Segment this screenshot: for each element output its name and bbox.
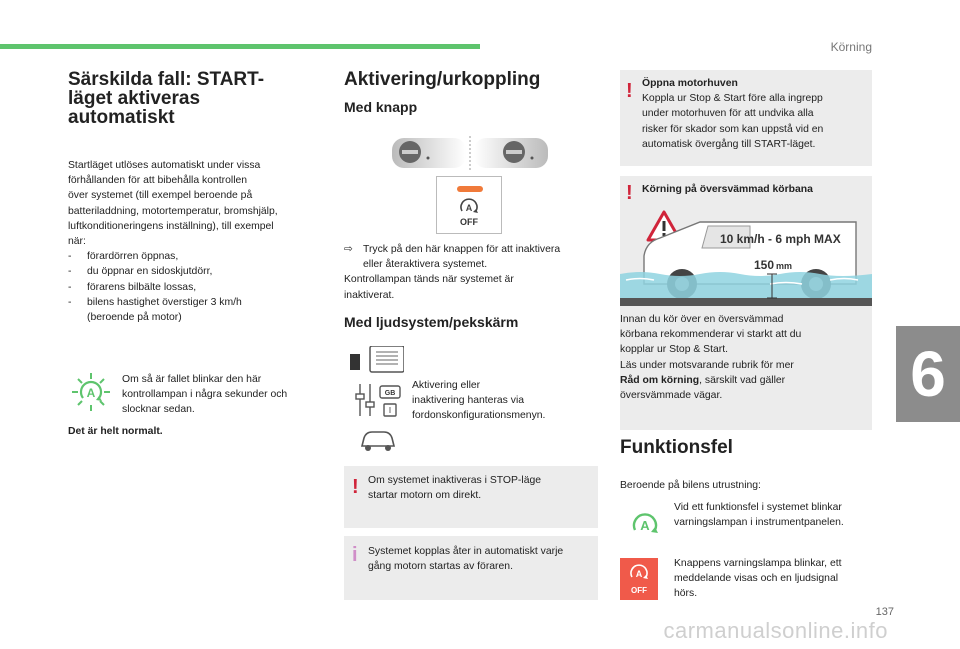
arrow-bullet-icon: ⇨ <box>344 244 353 255</box>
col1-title: Särskilda fall: START- läget aktiveras automatiskt <box>68 69 265 128</box>
orange-indicator-lamp <box>457 186 483 192</box>
auto-start-warning-icon <box>630 510 660 536</box>
normal-text: Det är helt normalt. <box>68 426 163 437</box>
warning-exclamation-icon: ! <box>626 80 633 102</box>
audio-touchscreen-icons <box>348 346 404 454</box>
malfunction-intro: Beroende på bilens utrustning: <box>620 480 761 491</box>
warning-exclamation-icon: ! <box>352 476 359 498</box>
stop-start-off-button[interactable] <box>436 176 502 234</box>
flooded-road-illustration <box>620 204 872 308</box>
col1-note: Om så är fallet blinkar den här kontrollampan i några sekunder och slocknar sedan. <box>122 374 288 416</box>
svg-text:A: A <box>86 386 96 400</box>
svg-text:A: A <box>635 569 643 579</box>
chapter-tab: 6 <box>896 326 960 422</box>
press-instructions: ⇨ Tryck på den här knappen för att inaktivera eller återaktivera systemet. Kontrollampan tänds när systemet är inaktiverat. <box>344 244 561 301</box>
driving-advice-link: Råd om körning <box>620 374 700 386</box>
off-label: OFF <box>460 217 478 227</box>
audio-touchscreen-heading: Med ljudsystem/pekskärm <box>344 314 519 330</box>
list-item: - bilens hastighet överstiger 3 km/h <box>68 295 328 310</box>
with-button-heading: Med knapp <box>344 99 418 115</box>
section-label: Körning <box>830 40 872 54</box>
menu-instructions: Aktivering eller inaktivering hanteras via fordonskonfigurationsmenyn. <box>412 380 546 422</box>
page-number: 137 <box>875 606 894 618</box>
list-item: - förarens bilbälte lossas, <box>68 280 328 295</box>
auto-a-icon <box>458 197 480 215</box>
hood-warning-box: ! Öppna motorhuven Koppla ur Stop & Start före alla ingrepp under motorhuven för att undvika alla risker för skador som kan uppstå vid en automatisk övergång till START-läget. <box>620 70 872 166</box>
fault1-text: Vid ett funktionsfel i systemet blinkar varningslampan i instrumentpanelen. <box>674 502 844 529</box>
svg-text:GB: GB <box>384 390 396 397</box>
conditions-list <box>68 249 328 310</box>
svg-text:I: I <box>388 406 392 415</box>
water-depth-label: 150 mm <box>754 258 793 272</box>
hood-title: Öppna motorhuven <box>642 78 738 89</box>
auto-start-flashing-icon <box>66 370 116 414</box>
flood-instructions: Innan du kör över en översvämmad körbana rekommenderar vi starkt att du kopplar ur Stop & Start. Läs under motsvarande rubrik för mer Råd om körning, särskilt vad gäller översvämmade vägar. <box>620 314 802 402</box>
restart-warning-box: ! Om systemet inaktiveras i STOP-läge startar motorn om direkt. <box>344 466 598 528</box>
malfunction-heading: Funktionsfel <box>620 437 733 458</box>
list-item: - du öppnar en sidoskjutdörr, <box>68 264 328 279</box>
col2-title: Aktivering/urkoppling <box>344 69 541 90</box>
fault2-text: Knappens varningslampa blinkar, ett meddelande visas och en ljudsignal hörs. <box>674 558 842 600</box>
list-item: - förardörren öppnas, <box>68 249 328 264</box>
col1-intro: Startläget utlöses automatiskt under vissa förhållanden för att bibehålla kontrollen över systemet (till exempel beroende på batteriladdning, motortemperatur, bromshjälp, luftkonditioneringens inställning), till exempel när: - förardörren öppnas, - du öppnar en sidoskjutdörr, - förarens bilbälte lossas, - bilens hastighet överstiger 3 km/h (beroende på motor) <box>68 158 328 325</box>
off-button-warning-icon: A OFF <box>620 558 658 600</box>
steering-position-illustration <box>390 136 550 172</box>
reactivation-info-box: i Systemet kopplas åter in automatiskt varje gång motorn startas av föraren. <box>344 536 598 600</box>
svg-text:A: A <box>465 203 473 213</box>
green-header-bar <box>0 44 480 49</box>
info-i-icon: i <box>352 544 358 566</box>
flood-title: Körning på översvämmad körbana <box>642 184 813 195</box>
warning-exclamation-icon: ! <box>626 182 633 204</box>
svg-text:A: A <box>640 518 650 533</box>
flood-warning-box <box>620 176 872 430</box>
watermark: carmanualsonline.info <box>663 618 888 643</box>
speed-limit-label: 10 km/h - 6 mph MAX <box>720 232 841 246</box>
